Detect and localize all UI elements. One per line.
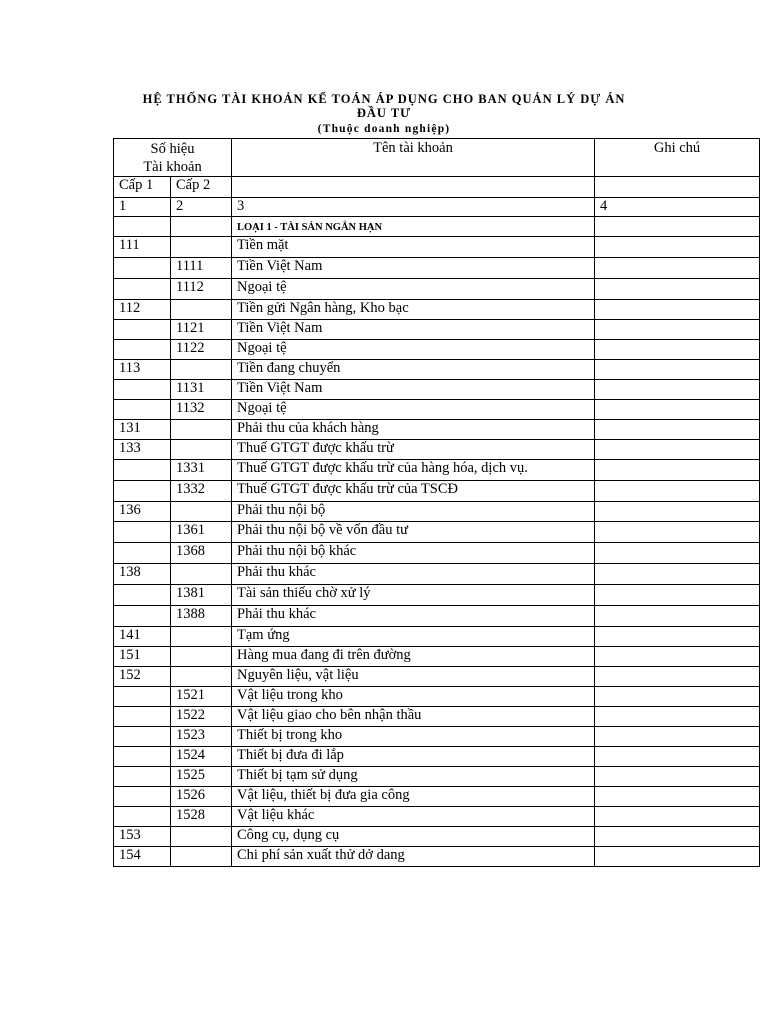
account-note-cell <box>595 767 760 787</box>
account-table <box>113 138 760 867</box>
account-note-cell <box>595 807 760 827</box>
account-cap1-cell <box>114 606 171 627</box>
account-cap1-cell <box>114 767 171 787</box>
account-name-cell: Công cụ, dụng cụ <box>232 827 595 847</box>
account-cap2-cell <box>171 300 232 320</box>
table-row <box>114 279 760 300</box>
account-cap2-cell: 1528 <box>171 807 232 827</box>
table-row <box>114 360 760 380</box>
account-name-cell: Vật liệu trong kho <box>232 687 595 707</box>
account-name-cell: Vật liệu khác <box>232 807 595 827</box>
account-name-cell: Thiết bị đưa đi lắp <box>232 747 595 767</box>
header-cap-empty <box>232 177 595 198</box>
account-name-cell: Tiền Việt Nam <box>232 320 595 340</box>
col-num-3: 3 <box>232 198 595 217</box>
account-name-cell: Phải thu khác <box>232 606 595 627</box>
account-name-cell: Phải thu nội bộ <box>232 502 595 522</box>
table-row <box>114 627 760 647</box>
account-cap2-cell: 1524 <box>171 747 232 767</box>
account-name-cell: Thuế GTGT được khấu trừ của hàng hóa, dịch vụ. <box>232 460 595 481</box>
account-cap2-cell: 1523 <box>171 727 232 747</box>
account-cap2-cell <box>171 237 232 258</box>
account-cap1-cell <box>114 320 171 340</box>
account-cap2-cell: 1111 <box>171 258 232 279</box>
account-cap1-cell: 113 <box>114 360 171 380</box>
account-cap1-cell: 153 <box>114 827 171 847</box>
section-title: LOẠI 1 - TÀI SẢN NGẮN HẠN <box>232 217 595 237</box>
account-cap1-cell: 154 <box>114 847 171 867</box>
account-name-cell: Hàng mua đang đi trên đường <box>232 647 595 667</box>
account-cap1-cell: 136 <box>114 502 171 522</box>
account-cap1-cell <box>114 707 171 727</box>
account-name-cell: Phải thu nội bộ khác <box>232 543 595 564</box>
account-cap2-cell: 1332 <box>171 481 232 502</box>
table-row <box>114 258 760 279</box>
account-cap2-cell: 1361 <box>171 522 232 543</box>
section-empty <box>171 217 232 237</box>
account-name-cell: Ngoại tệ <box>232 400 595 420</box>
account-cap1-cell <box>114 400 171 420</box>
account-note-cell <box>595 543 760 564</box>
account-cap1-cell: 133 <box>114 440 171 460</box>
account-note-cell <box>595 360 760 380</box>
account-name-cell: Tạm ứng <box>232 627 595 647</box>
table-row <box>114 564 760 585</box>
account-cap2-cell: 1112 <box>171 279 232 300</box>
table-row <box>114 585 760 606</box>
account-name-cell: Tiền Việt Nam <box>232 380 595 400</box>
account-cap2-cell: 1368 <box>171 543 232 564</box>
header-so-hieu <box>114 139 232 177</box>
account-table-body <box>114 139 760 867</box>
account-note-cell <box>595 847 760 867</box>
account-cap1-cell <box>114 258 171 279</box>
header-so-hieu-line1: Số hiệu <box>150 141 195 157</box>
title-line-1: HỆ THỐNG TÀI KHOẢN KẾ TOÁN ÁP DỤNG CHO BAN QUẢN LÝ DỰ ÁN <box>142 92 626 106</box>
table-row <box>114 647 760 667</box>
account-cap1-cell <box>114 747 171 767</box>
account-note-cell <box>595 727 760 747</box>
account-cap1-cell <box>114 481 171 502</box>
account-note-cell <box>595 647 760 667</box>
account-cap2-cell: 1331 <box>171 460 232 481</box>
account-note-cell <box>595 380 760 400</box>
account-cap2-cell <box>171 502 232 522</box>
table-row <box>114 440 760 460</box>
account-cap2-cell <box>171 847 232 867</box>
table-row <box>114 543 760 564</box>
header-row <box>114 139 760 177</box>
account-cap1-cell: 152 <box>114 667 171 687</box>
table-row <box>114 847 760 867</box>
account-cap2-cell: 1526 <box>171 787 232 807</box>
account-name-cell: Ngoại tệ <box>232 340 595 360</box>
account-note-cell <box>595 564 760 585</box>
account-cap1-cell <box>114 727 171 747</box>
col-num-1: 1 <box>114 198 171 217</box>
account-cap1-cell <box>114 543 171 564</box>
col-num-2: 2 <box>171 198 232 217</box>
account-cap2-cell: 1381 <box>171 585 232 606</box>
account-cap2-cell <box>171 827 232 847</box>
account-note-cell <box>595 627 760 647</box>
account-cap1-cell: 138 <box>114 564 171 585</box>
account-note-cell <box>595 237 760 258</box>
account-note-cell <box>595 687 760 707</box>
table-row <box>114 606 760 627</box>
account-name-cell: Thuế GTGT được khấu trừ <box>232 440 595 460</box>
account-note-cell <box>595 827 760 847</box>
account-cap1-cell <box>114 279 171 300</box>
table-row <box>114 787 760 807</box>
account-name-cell: Tài sản thiếu chờ xử lý <box>232 585 595 606</box>
account-note-cell <box>595 279 760 300</box>
table-row <box>114 667 760 687</box>
header-cap-empty <box>595 177 760 198</box>
account-note-cell <box>595 320 760 340</box>
title-line-2: ĐẦU TƯ <box>356 106 412 120</box>
account-name-cell: Thiết bị tạm sử dụng <box>232 767 595 787</box>
header-cap-row <box>114 177 760 198</box>
header-cap1: Cấp 1 <box>114 177 171 198</box>
table-row <box>114 400 760 420</box>
header-ghi-chu: Ghi chú <box>595 139 760 177</box>
account-cap2-cell: 1122 <box>171 340 232 360</box>
account-cap2-cell <box>171 360 232 380</box>
account-note-cell <box>595 300 760 320</box>
account-cap1-cell <box>114 787 171 807</box>
account-name-cell: Vật liệu, thiết bị đưa gia công <box>232 787 595 807</box>
table-row <box>114 522 760 543</box>
account-note-cell <box>595 787 760 807</box>
account-name-cell: Phải thu nội bộ về vốn đầu tư <box>232 522 595 543</box>
account-cap1-cell: 131 <box>114 420 171 440</box>
account-cap2-cell: 1388 <box>171 606 232 627</box>
account-cap2-cell: 1522 <box>171 707 232 727</box>
account-note-cell <box>595 747 760 767</box>
col-num-4: 4 <box>595 198 760 217</box>
account-cap2-cell: 1132 <box>171 400 232 420</box>
account-name-cell: Tiền gửi Ngân hàng, Kho bạc <box>232 300 595 320</box>
table-row <box>114 237 760 258</box>
account-name-cell: Tiền mặt <box>232 237 595 258</box>
account-note-cell <box>595 522 760 543</box>
section-empty <box>595 217 760 237</box>
account-cap2-cell <box>171 440 232 460</box>
account-note-cell <box>595 340 760 360</box>
account-note-cell <box>595 481 760 502</box>
table-row <box>114 300 760 320</box>
account-cap2-cell: 1521 <box>171 687 232 707</box>
table-row <box>114 747 760 767</box>
account-cap1-cell: 112 <box>114 300 171 320</box>
header-cap2: Cấp 2 <box>171 177 232 198</box>
account-name-cell: Phải thu khác <box>232 564 595 585</box>
table-row <box>114 460 760 481</box>
account-note-cell <box>595 606 760 627</box>
account-note-cell <box>595 400 760 420</box>
account-name-cell: Tiền Việt Nam <box>232 258 595 279</box>
account-cap1-cell <box>114 340 171 360</box>
account-name-cell: Ngoại tệ <box>232 279 595 300</box>
table-row <box>114 827 760 847</box>
account-cap1-cell: 151 <box>114 647 171 667</box>
account-cap1-cell <box>114 522 171 543</box>
account-cap1-cell <box>114 585 171 606</box>
account-note-cell <box>595 258 760 279</box>
title-line-3: (Thuộc doanh nghiệp) <box>317 123 451 135</box>
table-row <box>114 687 760 707</box>
table-row <box>114 340 760 360</box>
account-note-cell <box>595 707 760 727</box>
account-name-cell: Tiền đang chuyển <box>232 360 595 380</box>
account-cap1-cell <box>114 687 171 707</box>
table-row <box>114 502 760 522</box>
account-note-cell <box>595 420 760 440</box>
account-cap2-cell <box>171 564 232 585</box>
section-row <box>114 217 760 237</box>
account-cap1-cell <box>114 807 171 827</box>
account-cap1-cell: 141 <box>114 627 171 647</box>
account-cap2-cell <box>171 667 232 687</box>
account-cap2-cell <box>171 420 232 440</box>
table-row <box>114 420 760 440</box>
account-note-cell <box>595 502 760 522</box>
account-name-cell: Chi phí sản xuất thử dở dang <box>232 847 595 867</box>
account-cap1-cell <box>114 460 171 481</box>
account-cap2-cell <box>171 627 232 647</box>
account-cap2-cell: 1121 <box>171 320 232 340</box>
column-number-row <box>114 198 760 217</box>
account-name-cell: Thiết bị trong kho <box>232 727 595 747</box>
header-ten-tai-khoan: Tên tài khoản <box>232 139 595 177</box>
account-name-cell: Nguyên liệu, vật liệu <box>232 667 595 687</box>
table-row <box>114 727 760 747</box>
account-name-cell: Thuế GTGT được khấu trừ của TSCĐ <box>232 481 595 502</box>
header-so-hieu-line2: Tài khoản <box>143 159 202 175</box>
table-row <box>114 380 760 400</box>
account-cap2-cell: 1525 <box>171 767 232 787</box>
account-note-cell <box>595 585 760 606</box>
table-row <box>114 767 760 787</box>
account-cap1-cell <box>114 380 171 400</box>
account-note-cell <box>595 440 760 460</box>
table-row <box>114 807 760 827</box>
section-empty <box>114 217 171 237</box>
table-row <box>114 481 760 502</box>
table-row <box>114 320 760 340</box>
account-cap2-cell: 1131 <box>171 380 232 400</box>
account-name-cell: Phải thu của khách hàng <box>232 420 595 440</box>
account-note-cell <box>595 460 760 481</box>
account-note-cell <box>595 667 760 687</box>
account-cap1-cell: 111 <box>114 237 171 258</box>
account-name-cell: Vật liệu giao cho bên nhận thầu <box>232 707 595 727</box>
account-cap2-cell <box>171 647 232 667</box>
table-row <box>114 707 760 727</box>
